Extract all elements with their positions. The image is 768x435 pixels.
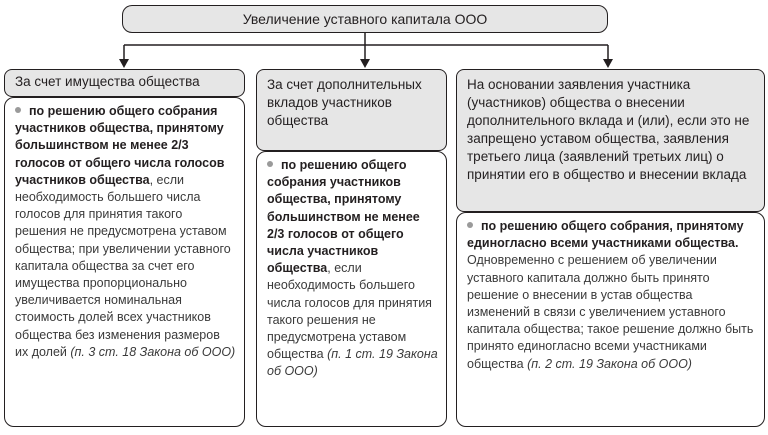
bullet-icon bbox=[467, 222, 473, 228]
law-reference: (п. 3 ст. 18 Закона об ООО) bbox=[70, 344, 236, 359]
decision-text: по решению общего собрания участников общества, принятому большинством не менее 2/3 голосов от общего числа голосов участников общества bbox=[15, 104, 225, 187]
column-body-application bbox=[456, 212, 765, 427]
arrow-down-icon bbox=[119, 59, 129, 68]
column-heading-property: За счет имущества общества bbox=[4, 69, 245, 97]
column-body-contributions bbox=[256, 151, 447, 427]
column-heading-application: На основании заявления участника (участников) общества о внесении дополнительного вклада и (или), если это не запрещено уставом общества, заявления третьего лица (заявлений третьих лиц) о принятии его в общество и внесении вклада bbox=[456, 69, 765, 212]
condition-text: Одновременно с решением об увеличении уставного капитала должно быть принято решение о внесении в устав общества изменений в связи с увеличением уставного капитала общества; такое решение должно быть принято единогласно всеми участниками общества bbox=[467, 253, 754, 371]
law-reference: (п. 2 ст. 19 Закона об ООО) bbox=[527, 356, 692, 371]
column-body-property bbox=[4, 97, 245, 427]
decision-text: по решению общего собрания, принятому единогласно всеми участниками общества. bbox=[467, 219, 744, 251]
bullet-icon bbox=[267, 161, 273, 167]
arrow-down-icon bbox=[603, 59, 613, 68]
condition-text: , если необходимость большего числа голосов для принятия такого решения не предусмотрена уставом общества bbox=[267, 261, 432, 362]
diagram-title: Увеличение уставного капитала ООО bbox=[122, 5, 608, 33]
law-reference: (п. 1 ст. 19 Закона об ООО) bbox=[267, 347, 438, 379]
bullet-icon bbox=[15, 107, 21, 113]
condition-text: , если необходимость большего числа голосов для принятия такого решения не предусмотрена уставом общества; при увеличении уставного капитала общества за счет его имущества пропорционально увеличивается номинальная стоимость долей всех участников общества без изменения размеров их долей bbox=[15, 172, 231, 359]
column-heading-contributions: За счет дополнительных вкладов участников общества bbox=[256, 69, 447, 151]
decision-text: по решению общего собрания участников общества, принятому большинством не менее 2/3 голосов от общего числа участников общества bbox=[267, 158, 420, 276]
arrow-down-icon bbox=[360, 59, 370, 68]
